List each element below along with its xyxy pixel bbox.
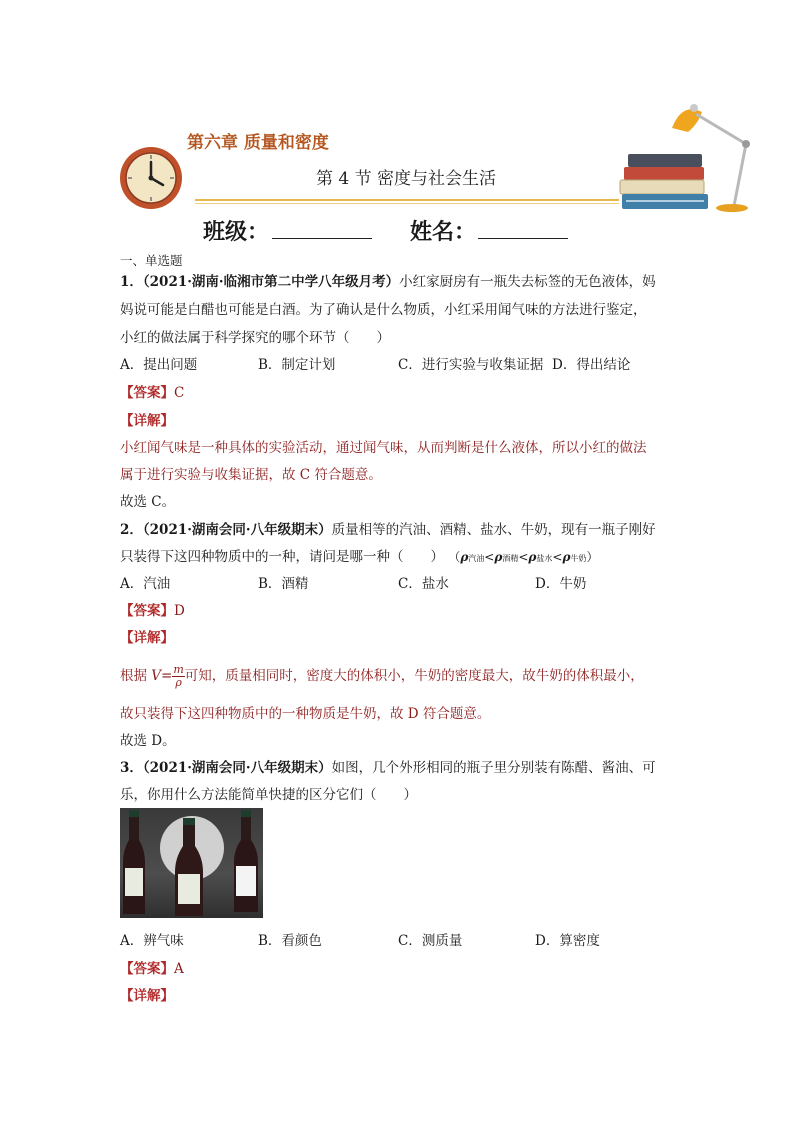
question-number: 3．: [120, 760, 143, 776]
lt-sign: <: [484, 550, 495, 564]
name-label: 姓名：: [410, 220, 477, 245]
q1-detail-label: 【详解】: [120, 413, 174, 429]
detail-text: 可知，质量相同时，密度大的体积小，牛奶的密度最大，故牛奶的体积最小，: [184, 668, 644, 684]
formula-eq: =: [161, 668, 173, 684]
bottle-left: [123, 810, 145, 914]
lt-sign: <: [552, 550, 563, 564]
answer-label: 【答案】: [120, 385, 174, 401]
section-title: 第 4 节 密度与社会生活: [316, 169, 497, 189]
question-text: 小红家厨房有一瓶失去标签的无色液体，妈: [399, 274, 656, 290]
bottles-photo: [120, 808, 263, 918]
q1-option-c[interactable]: C．进行实验与收集证据: [398, 357, 544, 373]
formula-fraction: [172, 664, 184, 689]
q1-detail-line-1: 小红闻气味是一种具体的实验活动，通过闻气味，从而判断是什么液体，所以小红的做法: [120, 440, 647, 456]
rho-symbol: ρ: [562, 550, 571, 564]
answer-value: D: [174, 603, 185, 619]
q3-option-d[interactable]: D．算密度: [535, 933, 600, 949]
question-2-line-1: [120, 518, 656, 538]
question-1-line-3: 小红的做法属于科学探究的哪个环节（ ）: [120, 330, 390, 346]
formula: [151, 664, 185, 689]
formula-v: V: [151, 668, 162, 684]
bottle-right: [234, 810, 258, 912]
answer-label: 【答案】: [120, 603, 174, 619]
rho-sub-milk: 牛奶: [570, 554, 587, 563]
q1-option-d[interactable]: D．得出结论: [552, 357, 631, 373]
question-1-line-1: [120, 270, 656, 290]
q1-conclusion: 故选 C。: [120, 494, 176, 510]
question-text: 如图，几个外形相同的瓶子里分别装有陈醋、酱油、可: [331, 760, 656, 776]
question-3-line-1: [120, 756, 656, 776]
q3-option-a[interactable]: A．辨气味: [120, 933, 184, 949]
question-text: 质量相等的汽油、酒精、盐水、牛奶，现有一瓶子刚好: [331, 522, 656, 538]
q2-option-b[interactable]: B．酒精: [258, 576, 309, 592]
header-divider-thin: [195, 203, 619, 204]
question-source: （2021·湖南·临湘市第二中学八年级月考）: [142, 274, 400, 290]
q1-answer: [120, 381, 184, 401]
rho-symbol: ρ: [460, 550, 469, 564]
header-divider: [195, 199, 619, 201]
question-number: 1．: [120, 274, 143, 290]
books-icon: [614, 152, 714, 214]
detail-prefix: 根据: [120, 668, 147, 684]
q1-detail-line-2: 属于进行实验与收集证据，故 C 符合题意。: [120, 467, 382, 483]
question-text: 只装得下这四种物质中的一种，请问是哪一种（ ）: [120, 549, 444, 565]
q1-option-b[interactable]: B．制定计划: [258, 357, 336, 373]
q3-option-c[interactable]: C．测质量: [398, 933, 463, 949]
answer-value: C: [174, 385, 185, 401]
section-heading: 一、单选题: [120, 253, 183, 268]
clock-icon: [118, 145, 184, 211]
class-label: 班级：: [203, 220, 270, 245]
rho-symbol: ρ: [494, 550, 503, 564]
rho-symbol: ρ: [528, 550, 537, 564]
question-source: （2021·湖南会同·八年级期末）: [142, 522, 332, 538]
question-2-line-2: [120, 545, 598, 565]
q2-detail-line-1: [120, 664, 644, 689]
q3-detail-label: 【详解】: [120, 988, 174, 1004]
formula-denominator: ρ: [175, 676, 182, 689]
q3-answer: [120, 957, 184, 977]
q1-option-a[interactable]: A．提出问题: [120, 357, 198, 373]
answer-value: A: [174, 961, 184, 977]
q2-option-d[interactable]: D．牛奶: [535, 576, 587, 592]
rho-sub-brine: 盐水: [536, 554, 553, 563]
rho-sub-gasoline: 汽油: [468, 554, 485, 563]
lt-sign: <: [518, 550, 529, 564]
q2-option-c[interactable]: C．盐水: [398, 576, 449, 592]
class-blank: [272, 238, 372, 239]
question-1-line-2: 妈说可能是白醋也可能是白酒。为了确认是什么物质，小红采用闻气味的方法进行鉴定，: [120, 302, 647, 318]
formula-numerator: m: [173, 663, 184, 676]
question-3-line-2: 乐，你用什么方法能简单快捷的区分它们（ ）: [120, 787, 417, 803]
q2-option-a[interactable]: A．汽油: [120, 576, 171, 592]
question-number: 2．: [120, 522, 143, 538]
chapter-title: 第六章 质量和密度: [187, 133, 329, 153]
answer-label: 【答案】: [120, 961, 174, 977]
note-open: （: [448, 550, 461, 564]
name-blank: [478, 238, 568, 239]
q2-detail-label: 【详解】: [120, 630, 174, 646]
q2-detail-line-2: 故只装得下这四种物质中的一种物质是牛奶，故 D 符合题意。: [120, 706, 491, 722]
q2-conclusion: 故选 D。: [120, 733, 176, 749]
note-close: ）: [586, 550, 599, 564]
q3-option-b[interactable]: B．看颜色: [258, 933, 322, 949]
density-note: [448, 550, 598, 564]
rho-sub-alcohol: 酒精: [502, 554, 519, 563]
q2-answer: [120, 599, 185, 619]
question-source: （2021·湖南会同·八年级期末）: [142, 760, 332, 776]
